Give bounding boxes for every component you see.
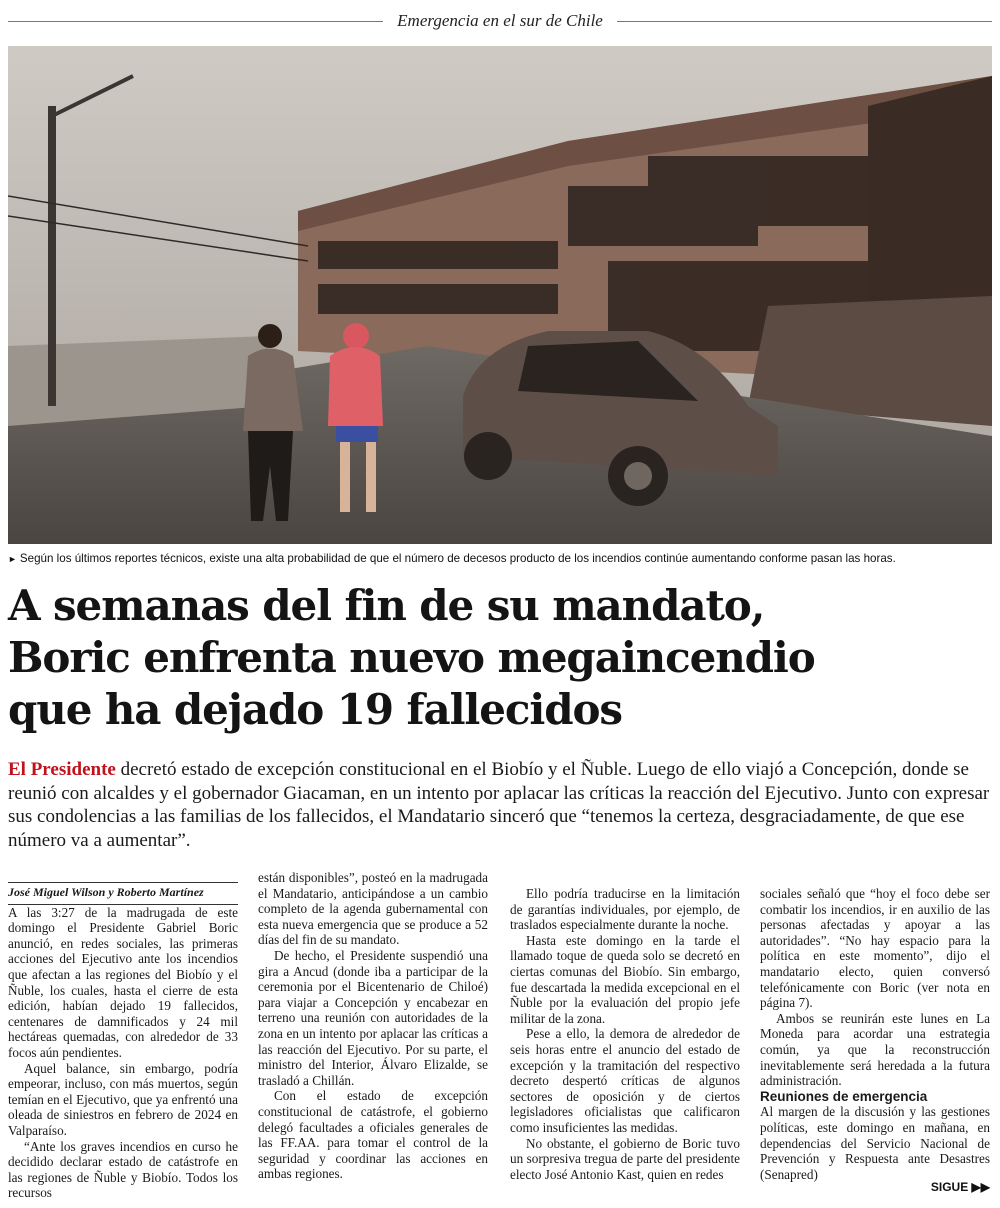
- section-label: Emergencia en el sur de Chile: [397, 11, 603, 30]
- paragraph: sociales señaló que “hoy el foco debe ser combatir los incendios, ir en auxilio de las personas afectadas y apoyar a las autoridades”. “No hay espacio para la política en este momento”, dijo el mandatario electo, quien conversó telefónicamente con Boric (ver nota en página 7).: [760, 886, 990, 1011]
- lead-kicker: El Presidente: [8, 759, 116, 780]
- headline-line-2: Boric enfrenta nuevo megaincendio: [8, 633, 815, 682]
- paragraph: Aquel balance, sin embargo, podría empeorar, incluso, con más muertos, según temían en el Ejecutivo, que ya enfrentó una oleada de siniestros en febrero de 2024 en Valparaíso.: [8, 1060, 238, 1138]
- paragraph: Hasta este domingo en la tarde el llamado toque de queda solo se decretó en ciertas comunas del Biobío. Sin embargo, fue descartada la medida excepcional en el Ñuble por la evaluación del propio jefe militar de la zona.: [510, 932, 740, 1026]
- photo-caption: [8, 552, 992, 565]
- continue-marker: SIGUE ▶▶: [930, 1180, 990, 1194]
- paragraph: “Ante los graves incendios en curso he decidido declarar estado de catástrofe en las regiones de Ñuble y Biobío. Todos los recursos: [8, 1138, 238, 1201]
- caption-text: Según los últimos reportes técnicos, existe una alta probabilidad de que el número de decesos producto de los incendios continúe aumentando conforme pasan las horas.: [19, 552, 896, 565]
- headline: [8, 580, 992, 736]
- paragraph: De hecho, el Presidente suspendió una gira a Ancud (donde iba a participar de la ceremonia por el Bicentenario de Chiloé) para viajar a Concepción y encabezar en terreno una reunión con autoridades de la zona en un intento por aplacar las críticas a las reacción del Ejecutivo. Por su parte, el ministro del Interior, Álvaro Elizalde, se trasladó a Chillán.: [258, 947, 488, 1088]
- photo-illustration: [8, 46, 992, 544]
- subheading: Reuniones de emergencia: [760, 1088, 928, 1104]
- burned-street-photo: [8, 46, 992, 544]
- paragraph: Pese a ello, la demora de alrededor de seis horas entre el anuncio del estado de excepción y la tramitación del respectivo decreto despertó críticas de algunos sectores de oposición y de ciertos legisladores oficialistas que calificaron como insuficientes las medidas.: [510, 1026, 740, 1135]
- article-body: [8, 870, 992, 1202]
- column-3: [510, 886, 740, 1182]
- paragraph: están disponibles”, posteó en la madrugada el Mandatario, anticipándose a un cambio completo de la agenda gubernamental con esta nueva emergencia que se produce a 52 días del fin de su mandato.: [258, 870, 488, 948]
- headline-line-1: A semanas del fin de su mandato,: [8, 581, 765, 630]
- paragraph: No obstante, el gobierno de Boric tuvo un sorpresiva tregua de parte del presidente electo José Antonio Kast, quien en redes: [510, 1135, 740, 1182]
- paragraph: Al margen de la discusión y las gestiones políticas, este domingo en mañana, en dependencias del Servicio Nacional de Prevención y Respuesta ante Desastres (Senapred): [760, 1104, 990, 1182]
- paragraph: Con el estado de excepción constitucional de catástrofe, el gobierno delegó facultades a oficiales generales de las FF.AA. para tomar el control de la seguridad y coordinar las acciones en ambas regiones.: [258, 1088, 488, 1182]
- column-1: [8, 882, 238, 1201]
- headline-line-3: que ha dejado 19 fallecidos: [8, 685, 622, 734]
- paragraph: A las 3:27 de la madrugada de este domingo el Presidente Gabriel Boric anunció, en redes sociales, las primeras acciones del Ejecutivo ante los incendios que afectan a las regiones del Biobío y el Ñuble, los cuales, hasta el cierre de esta edición, habían dejado 19 fallecidos, centenares de damnificados y 24 mil hectáreas quemadas, con alrededor de 33 focos aún pendientes.: [8, 904, 238, 1060]
- caption-arrow-icon: ►: [8, 554, 17, 564]
- header-rule-right: [617, 21, 992, 22]
- column-4: [760, 886, 990, 1182]
- byline: José Miguel Wilson y Roberto Martínez: [8, 882, 238, 905]
- header-rule-left: [8, 21, 383, 22]
- paragraph: Ambos se reunirán este lunes en La Moneda para acordar una estrategia común, ya que la reconstrucción inevitablemente será heredada a la futura administración.: [760, 1010, 990, 1089]
- section-header: [8, 8, 992, 34]
- paragraph: Ello podría traducirse en la limitación de garantías individuales, por ejemplo, de traslados especialmente durante la noche.: [510, 886, 740, 933]
- column-2: [258, 870, 488, 1182]
- lead-paragraph: [8, 758, 992, 852]
- lead-text: decretó estado de excepción constitucional en el Biobío y el Ñuble. Luego de ello viajó a Concepción, donde se reunió con alcaldes y el gobernador Giacaman, en un intento por aplacar las críticas la reacción del Ejecutivo. Junto con expresar sus condolencias a las familias de los fallecidos, el Mandatario sinceró que “tenemos la certeza, desgraciadamente, de que ese número va a aumentar”.: [8, 759, 990, 851]
